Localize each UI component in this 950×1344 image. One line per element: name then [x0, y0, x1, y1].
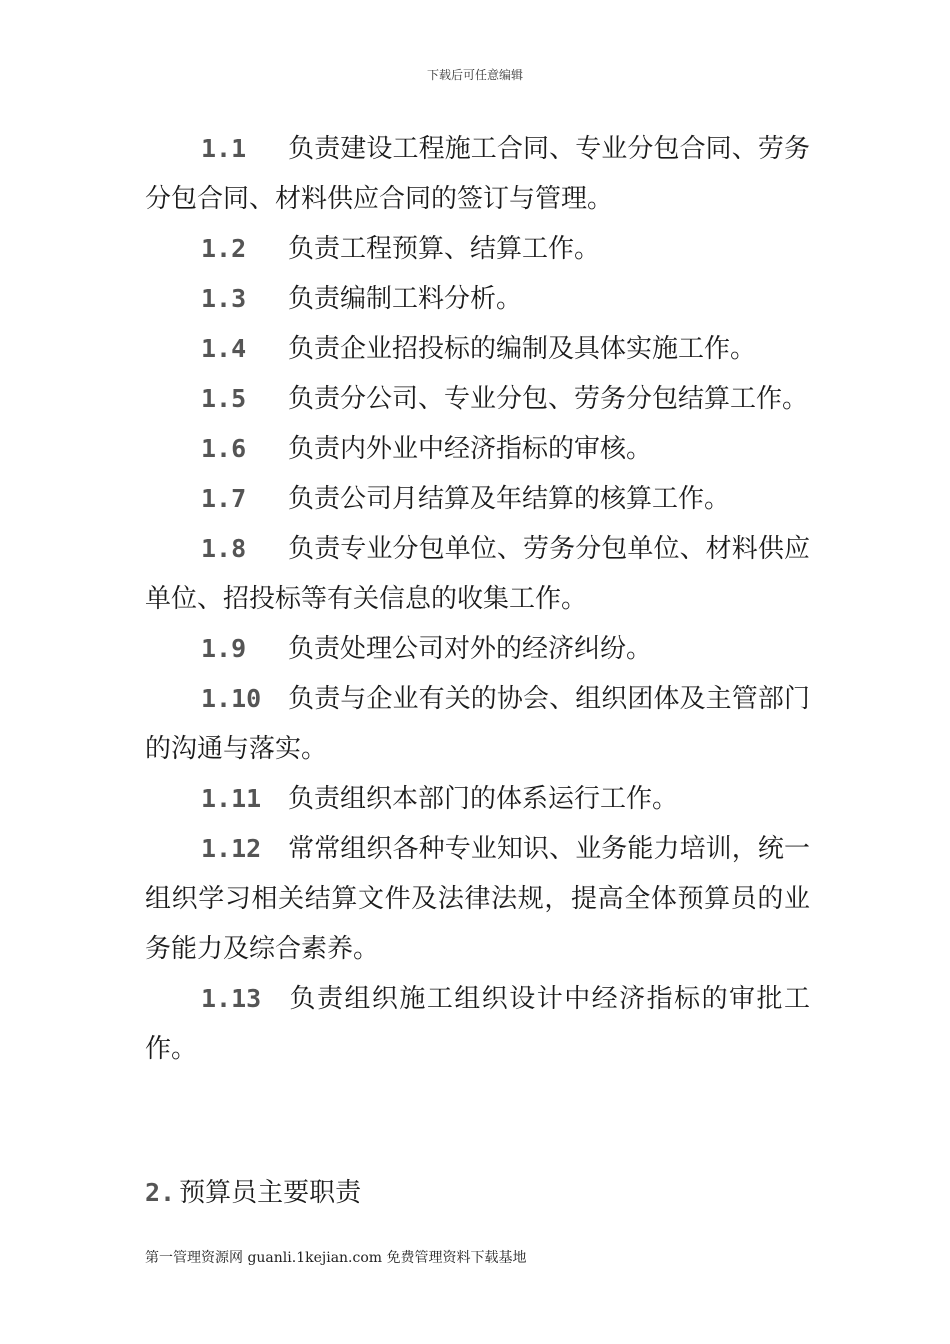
section-title-text: 预算员主要职责	[179, 1178, 362, 1208]
list-item	[145, 124, 810, 224]
item-number: 1.6	[201, 434, 247, 463]
item-text: 负责组织施工组织设计中经济指标的审批工作。	[145, 984, 810, 1064]
list-item	[145, 424, 810, 474]
item-number: 1.3	[201, 284, 247, 313]
item-text: 负责与企业有关的协会、组织团体及主管部门的沟通与落实。	[145, 684, 810, 764]
item-text: 负责处理公司对外的经济纠纷。	[288, 634, 653, 664]
list-item	[145, 974, 810, 1074]
document-body	[145, 124, 810, 1074]
item-number: 1.13	[201, 984, 262, 1013]
list-item	[145, 324, 810, 374]
item-text: 负责组织本部门的体系运行工作。	[288, 784, 679, 814]
list-item	[145, 524, 810, 624]
page-header-note: 下载后可任意编辑	[426, 68, 523, 82]
list-item	[145, 824, 810, 974]
item-number: 1.11	[201, 784, 262, 813]
section-heading	[145, 1168, 361, 1218]
list-item	[145, 624, 810, 674]
item-text: 负责编制工料分析。	[288, 284, 523, 314]
list-item	[145, 474, 810, 524]
item-text: 负责内外业中经济指标的审核。	[288, 434, 653, 464]
list-item	[145, 274, 810, 324]
item-number: 1.7	[201, 484, 247, 513]
item-number: 1.8	[201, 534, 247, 563]
list-item	[145, 374, 810, 424]
page-footer-note: 第一管理资源网 guanli.1kejian.com 免费管理资料下载基地	[145, 1250, 527, 1266]
section-number: 2.	[145, 1178, 176, 1207]
item-number: 1.12	[201, 834, 262, 863]
list-item	[145, 774, 810, 824]
item-text: 负责分公司、专业分包、劳务分包结算工作。	[288, 384, 809, 414]
item-number: 1.5	[201, 384, 247, 413]
item-text: 负责公司月结算及年结算的核算工作。	[288, 484, 731, 514]
item-number: 1.9	[201, 634, 247, 663]
item-text: 负责专业分包单位、劳务分包单位、材料供应单位、招投标等有关信息的收集工作。	[145, 534, 810, 614]
item-number: 1.1	[201, 134, 247, 163]
item-text: 负责工程预算、结算工作。	[288, 234, 601, 264]
item-number: 1.10	[201, 684, 262, 713]
item-number: 1.2	[201, 234, 247, 263]
item-text: 负责建设工程施工合同、专业分包合同、劳务分包合同、材料供应合同的签订与管理。	[145, 134, 810, 214]
item-number: 1.4	[201, 334, 247, 363]
item-text: 负责企业招投标的编制及具体实施工作。	[288, 334, 757, 364]
item-text: 常常组织各种专业知识、业务能力培训，统一组织学习相关结算文件及法律法规，提高全体预算员的业务能力及综合素养。	[145, 834, 810, 964]
list-item	[145, 674, 810, 774]
list-item	[145, 224, 810, 274]
